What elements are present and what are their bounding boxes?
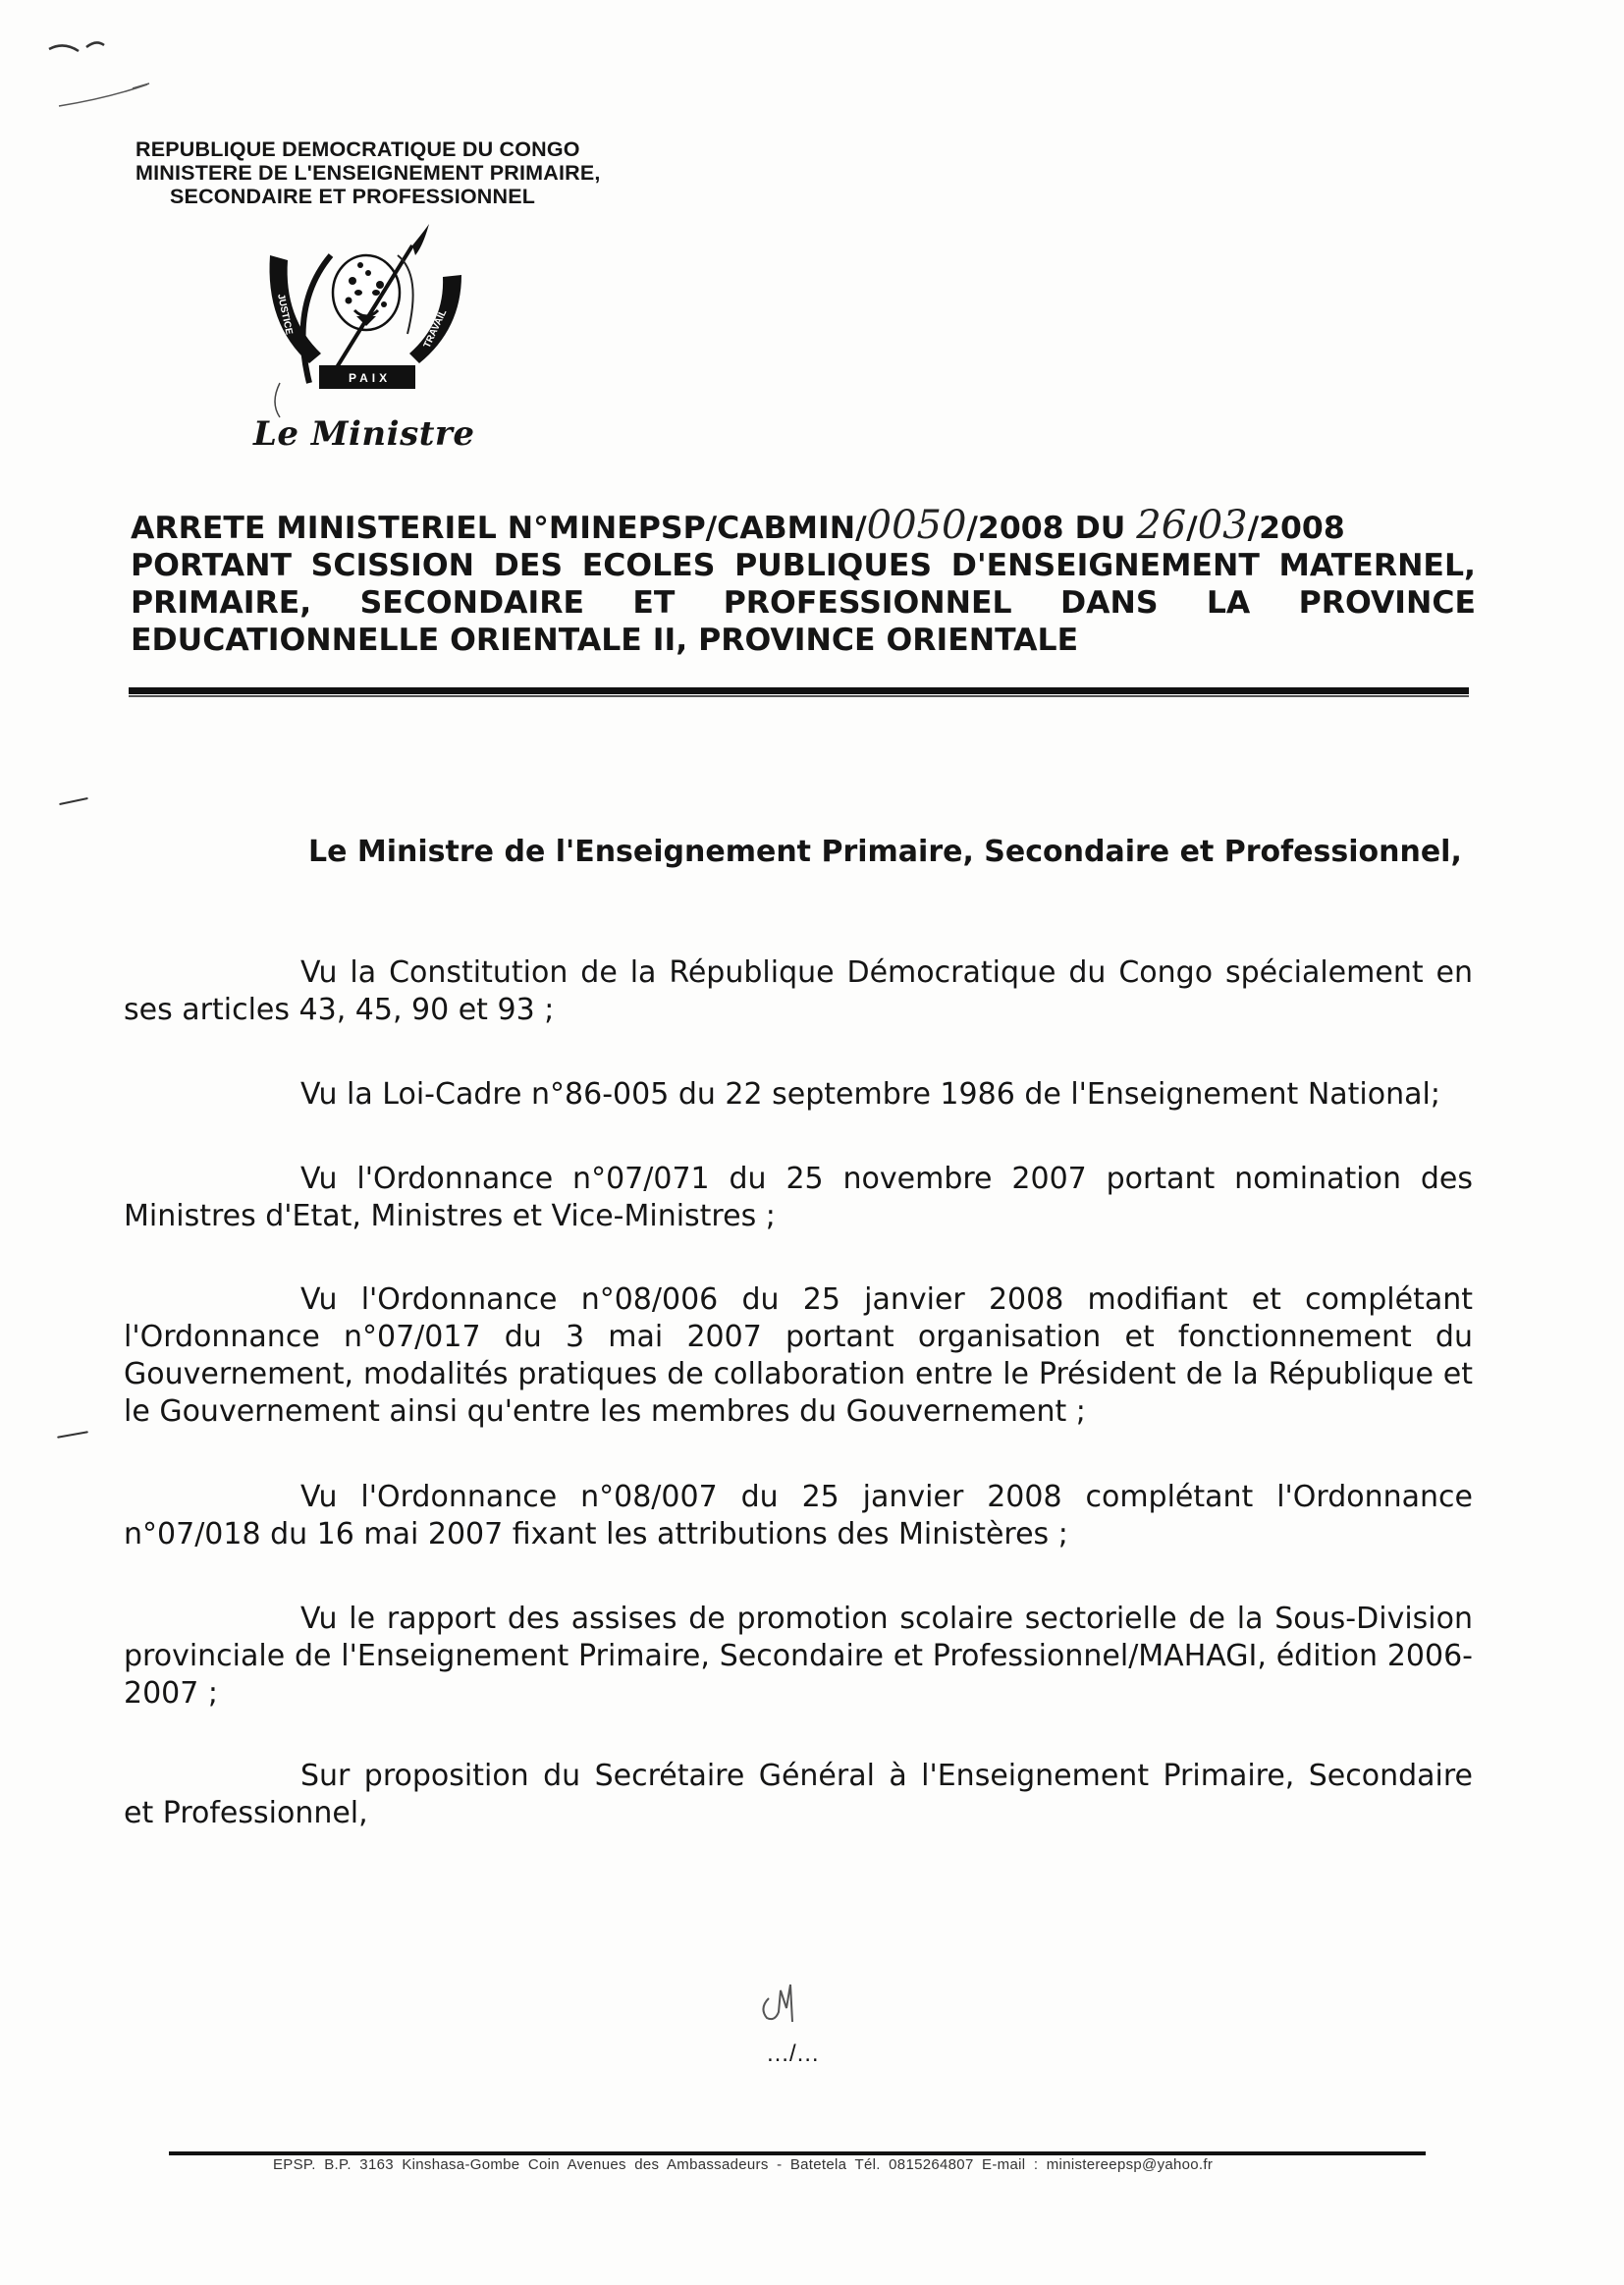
svg-text:TRAVAIL: TRAVAIL <box>421 307 450 351</box>
footer-divider <box>169 2151 1426 2155</box>
letterhead-ministry: MINISTERE DE L'ENSEIGNEMENT PRIMAIRE, <box>135 161 601 185</box>
decree-subject-line-2: PRIMAIRE, SECONDAIRE ET PROFESSIONNEL DANS LA PROVINCE <box>131 585 1476 621</box>
decree-year: /2008 DU <box>966 511 1137 546</box>
footer-address: EPSP. B.P. 3163 Kinshasa-Gombe Coin Avenues des Ambassadeurs - Batetela Tél. 0815264807 E-mail : ministereepsp@yahoo.fr <box>273 2156 1214 2173</box>
decree-subject-line-3: EDUCATIONNELLE ORIENTALE II, PROVINCE ORIENTALE <box>131 623 1079 658</box>
margin-mark <box>57 1431 88 1439</box>
preamble-paragraph: Vu la Constitution de la République Démocratique du Congo spécialement en ses articles 43, 45, 90 et 93 ; <box>124 955 1473 1027</box>
title-divider-shadow <box>129 695 1469 697</box>
preamble-paragraph: Vu l'Ordonnance n°07/071 du 25 novembre 2007 portant nomination des Ministres d'Etat, Ministres et Vice-Ministres ; <box>124 1162 1473 1233</box>
letterhead-ministry-cont: SECONDAIRE ET PROFESSIONNEL <box>170 185 536 208</box>
decree-year-end: /2008 <box>1247 511 1345 546</box>
title-divider <box>129 687 1469 694</box>
decree-day-handwritten: 26 <box>1136 503 1187 548</box>
margin-mark <box>59 797 88 805</box>
preamble-paragraph: Vu la Loi-Cadre n°86-005 du 22 septembre 1986 de l'Enseignement National; <box>300 1077 1440 1112</box>
preamble-paragraph: Vu l'Ordonnance n°08/006 du 25 janvier 2008 modifiant et complétant l'Ordonnance n°07/017 du 3 mai 2007 portant organisation et fonctionnement du Gouvernement, modalités pratiques de collaboration entre le Président de la République et le Gouvernement ainsi qu'entre les membres du Gouvernement ; <box>124 1282 1473 1429</box>
signatory-title: Le Ministre <box>253 414 475 454</box>
handwritten-initials <box>751 1979 810 2028</box>
decree-month-handwritten: 03 <box>1197 503 1248 548</box>
decree-number-handwritten: 0050 <box>866 503 967 548</box>
handwritten-scribble <box>39 29 177 128</box>
decree-reference-line: ARRETE MINISTERIEL N°MINEPSP/CABMIN/0050/2008 DU 26/03/2008 <box>131 503 1345 548</box>
preamble-paragraph: Vu l'Ordonnance n°08/007 du 25 janvier 2008 complétant l'Ordonnance n°07/018 du 16 mai 2007 fixant les attributions des Ministères ; <box>124 1480 1473 1551</box>
decree-prefix: ARRETE MINISTERIEL N°MINEPSP/CABMIN/ <box>131 511 867 546</box>
decree-title <box>131 503 1476 659</box>
continuation-mark: …/… <box>766 2040 820 2067</box>
coat-of-arms-emblem <box>250 216 481 427</box>
svg-text:PAIX: PAIX <box>349 371 392 385</box>
letterhead <box>135 137 601 208</box>
svg-text:JUSTICE: JUSTICE <box>275 293 295 336</box>
minister-heading: Le Ministre de l'Enseignement Primaire, Secondaire et Professionnel, <box>308 835 1462 869</box>
preamble-paragraph: Vu le rapport des assises de promotion scolaire sectorielle de la Sous-Division provinciale de l'Enseignement Primaire, Secondaire et Professionnel/MAHAGI, édition 2006-2007 ; <box>124 1602 1473 1711</box>
letterhead-country: REPUBLIQUE DEMOCRATIQUE DU CONGO <box>135 137 580 161</box>
decree-subject-line-1: PORTANT SCISSION DES ECOLES PUBLIQUES D'ENSEIGNEMENT MATERNEL, <box>131 548 1476 583</box>
preamble-paragraph: Sur proposition du Secrétaire Général à l'Enseignement Primaire, Secondaire et Professionnel, <box>124 1759 1473 1830</box>
